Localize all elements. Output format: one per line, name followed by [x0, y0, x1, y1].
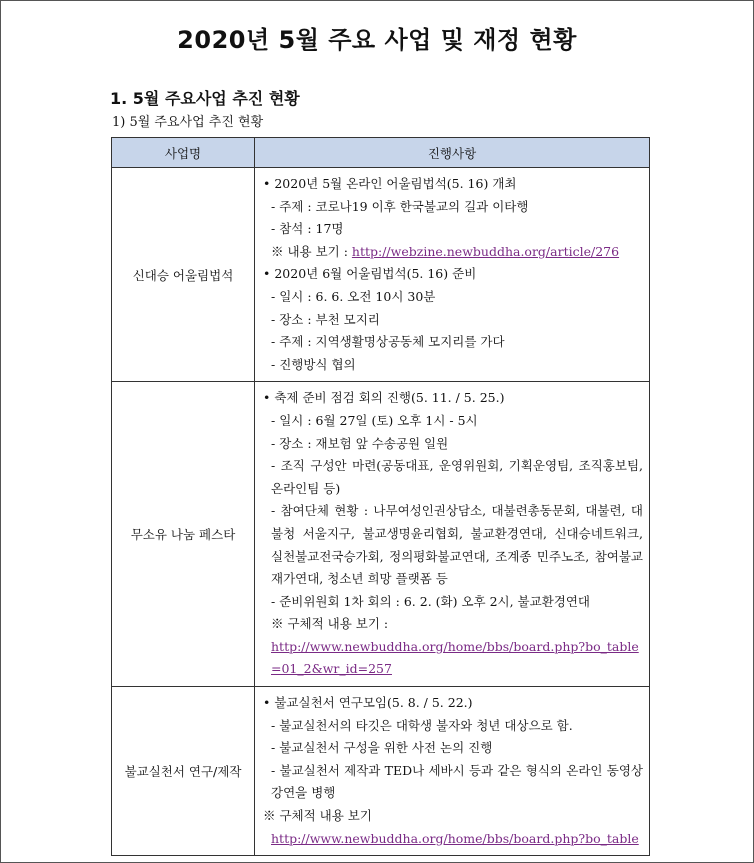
detail-item: - 불교실천서의 타깃은 대학생 불자와 청년 대상으로 함.	[271, 717, 573, 733]
project-details	[255, 382, 650, 687]
detail-item: - 불교실천서 구성을 위한 사전 논의 진행	[271, 740, 493, 756]
project-details	[255, 687, 650, 856]
work-status-table	[111, 137, 650, 856]
detail-item	[263, 241, 643, 264]
detail-item: - 준비위원회 1차 회의 : 6. 2. (화) 오후 2시, 불교환경연대	[271, 593, 591, 609]
bullet-item: • 2020년 5월 온라인 어울림법석(5. 16) 개최	[263, 176, 517, 191]
detail-item: ※ 구체적 내용 보기	[263, 808, 372, 824]
bullet-item: • 불교실천서 연구모임(5. 8. / 5. 22.)	[263, 695, 473, 711]
detail-item: - 조직 구성안 마련(공동대표, 운영위원회, 기획운영팀, 조직홍보팀, 온라인팀 등)	[271, 458, 643, 496]
table-row	[112, 687, 650, 856]
bullet-item: • 2020년 6월 어울림법석(5. 16) 준비	[263, 266, 477, 282]
detail-item: ※ 구체적 내용 보기 :	[271, 616, 389, 632]
detail-item	[263, 828, 643, 851]
detail-item: - 불교실천서 제작과 TED나 세바시 등과 같은 형식의 온라인 동영상 강연을 병행	[271, 762, 643, 801]
detail-item: - 일시 : 6. 6. 오전 10시 30분	[271, 288, 436, 304]
column-header-progress: 진행사항	[255, 138, 650, 168]
detail-item: - 장소 : 부천 모지리	[271, 311, 380, 327]
section-heading: 1. 5월 주요사업 추진 현황	[110, 89, 300, 108]
project-details	[255, 168, 650, 382]
link-prefix: ※ 내용 보기 :	[271, 243, 352, 259]
detail-item: - 주제 : 코로나19 이후 한국불교의 길과 이타행	[271, 198, 529, 214]
column-header-project: 사업명	[112, 138, 255, 168]
table-header-row	[112, 138, 650, 168]
table-row	[112, 382, 650, 687]
project-name: 불교실천서 연구/제작	[112, 687, 255, 856]
bullet-item: • 축제 준비 점검 회의 진행(5. 11. / 5. 25.)	[263, 390, 505, 406]
board-post-link[interactable]: http://www.newbuddha.org/home/bbs/board.php?bo_table=01_2&wr_id=257	[271, 638, 639, 677]
detail-item: - 참여단체 현황 : 나무여성인권상담소, 대불련총동문회, 대불련, 대불청 서울지구, 불교생명윤리협회, 불교환경연대, 신대승네트워크, 실천불교전국승가회, 정의평화불교연대, 조계종 민주노조, 참여불교재가연대, 청소년 희망 플랫폼 등	[271, 503, 643, 587]
detail-item	[263, 636, 643, 681]
project-name: 무소유 나눔 페스타	[112, 382, 255, 687]
detail-item: - 참석 : 17명	[271, 221, 344, 237]
subsection-heading: 1) 5월 주요사업 추진 현황	[112, 115, 264, 130]
page-title: 2020년 5월 주요 사업 및 재정 현황	[177, 26, 577, 54]
webzine-article-link[interactable]: http://webzine.newbuddha.org/article/276	[351, 243, 620, 259]
detail-item: - 진행방식 협의	[271, 356, 356, 372]
detail-item: - 일시 : 6월 27일 (토) 오후 1시 - 5시	[271, 412, 478, 428]
detail-item: - 장소 : 재보험 앞 수송공원 일원	[271, 435, 449, 451]
detail-item: - 주제 : 지역생활명상공동체 모지리를 가다	[271, 334, 505, 350]
project-name: 신대승 어울림법석	[112, 168, 255, 382]
board-link[interactable]: http://www.newbuddha.org/home/bbs/board.php?bo_table	[271, 830, 639, 846]
table-row	[112, 168, 650, 382]
